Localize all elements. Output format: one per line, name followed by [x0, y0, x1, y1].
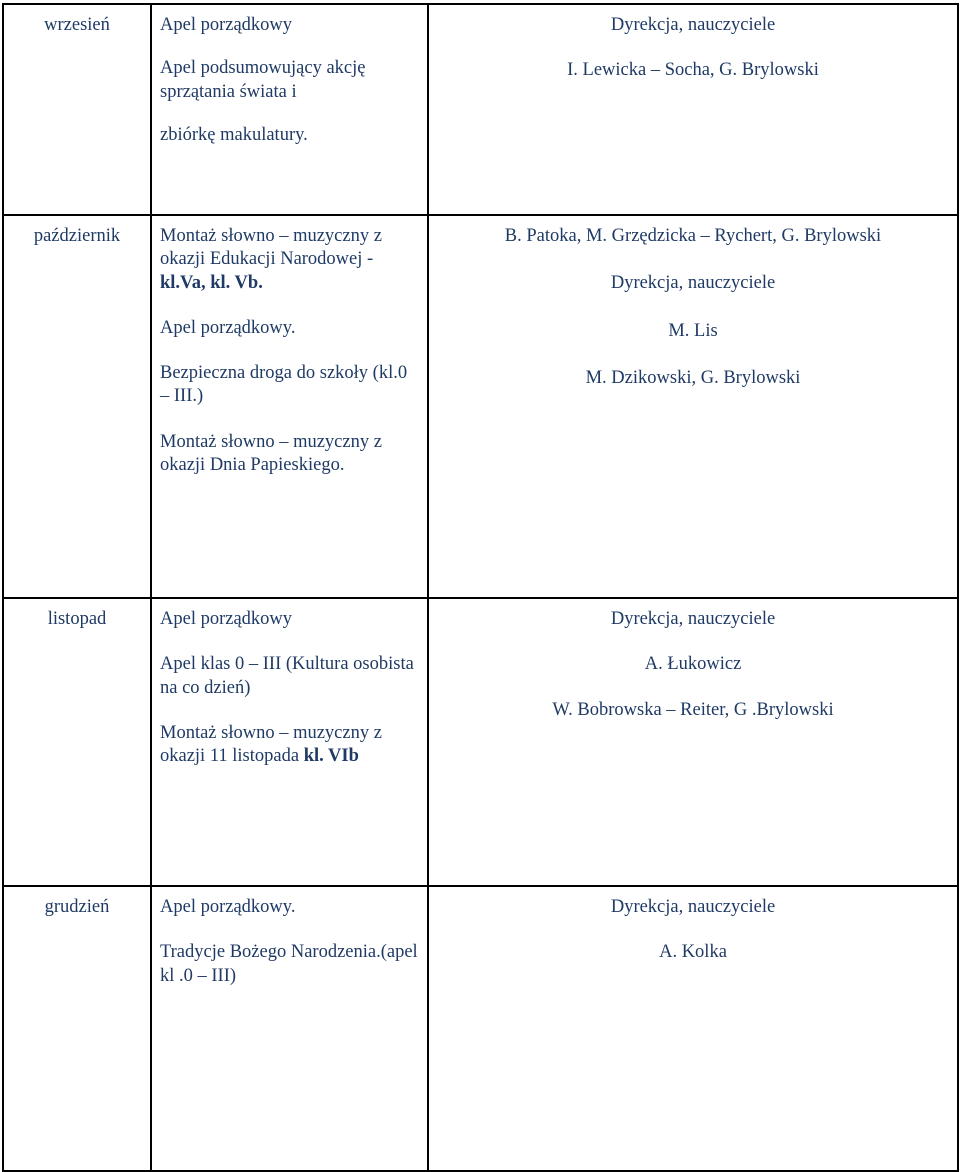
- event-item: zbiórkę makulatury.: [160, 124, 308, 145]
- event-item: Apel porządkowy: [160, 609, 293, 629]
- person-item: Dyrekcja, nauczyciele: [610, 273, 776, 294]
- person-item: W. Bobrowska – Reiter, G .Brylowski: [552, 699, 834, 720]
- event-class: kl. VIb: [303, 746, 359, 767]
- table-row: [3, 598, 958, 886]
- event-class: kl.Va, kl. Vb.: [160, 272, 263, 293]
- event-text: Montaż słowno – muzyczny z okazji Edukacji Narodowej -: [160, 226, 382, 270]
- month-cell: grudzień: [3, 886, 151, 1171]
- person-item: B. Patoka, M. Grzędzicka – Rychert, G. Brylowski: [504, 226, 882, 246]
- person-item: A. Łukowicz: [644, 654, 742, 675]
- person-item: A. Kolka: [659, 942, 727, 963]
- schedule-table: [2, 3, 959, 1172]
- month-cell: październik: [3, 215, 151, 598]
- events-cell: [151, 4, 428, 215]
- person-item: Dyrekcja, nauczyciele: [610, 897, 776, 917]
- event-text: Montaż słowno – muzyczny z okazji 11 listopada: [160, 722, 382, 767]
- events-cell: [151, 886, 428, 1171]
- event-item: Bezpieczna droga do szkoły (kl.0 – III.): [160, 363, 408, 407]
- event-item: [160, 225, 419, 295]
- table-row: [3, 4, 958, 215]
- event-item: Tradycje Bożego Narodzenia.(apel kl .0 – III): [160, 942, 418, 986]
- event-item: Apel podsumowujący akcję sprzątania świata i: [160, 58, 366, 102]
- event-item: [160, 722, 419, 769]
- person-item: I. Lewicka – Socha, G. Brylowski: [567, 60, 819, 81]
- people-cell: [428, 598, 958, 886]
- person-item: Dyrekcja, nauczyciele: [610, 609, 776, 629]
- event-item: Montaż słowno – muzyczny z okazji Dnia Papieskiego.: [160, 431, 382, 476]
- table-row: [3, 215, 958, 598]
- table-row: [3, 886, 958, 1171]
- people-cell: [428, 886, 958, 1171]
- events-cell: [151, 215, 428, 598]
- event-item: Apel porządkowy: [160, 15, 293, 35]
- month-cell: listopad: [3, 598, 151, 886]
- event-item: Apel klas 0 – III (Kultura osobista na co dzień): [160, 654, 414, 698]
- event-item: Apel porządkowy.: [160, 897, 296, 917]
- person-item: M. Dzikowski, G. Brylowski: [585, 367, 801, 388]
- people-cell: [428, 215, 958, 598]
- people-cell: [428, 4, 958, 215]
- events-cell: [151, 598, 428, 886]
- month-cell: wrzesień: [3, 4, 151, 215]
- person-item: M. Lis: [668, 320, 718, 341]
- event-item: Apel porządkowy.: [160, 317, 296, 338]
- person-item: Dyrekcja, nauczyciele: [610, 15, 776, 35]
